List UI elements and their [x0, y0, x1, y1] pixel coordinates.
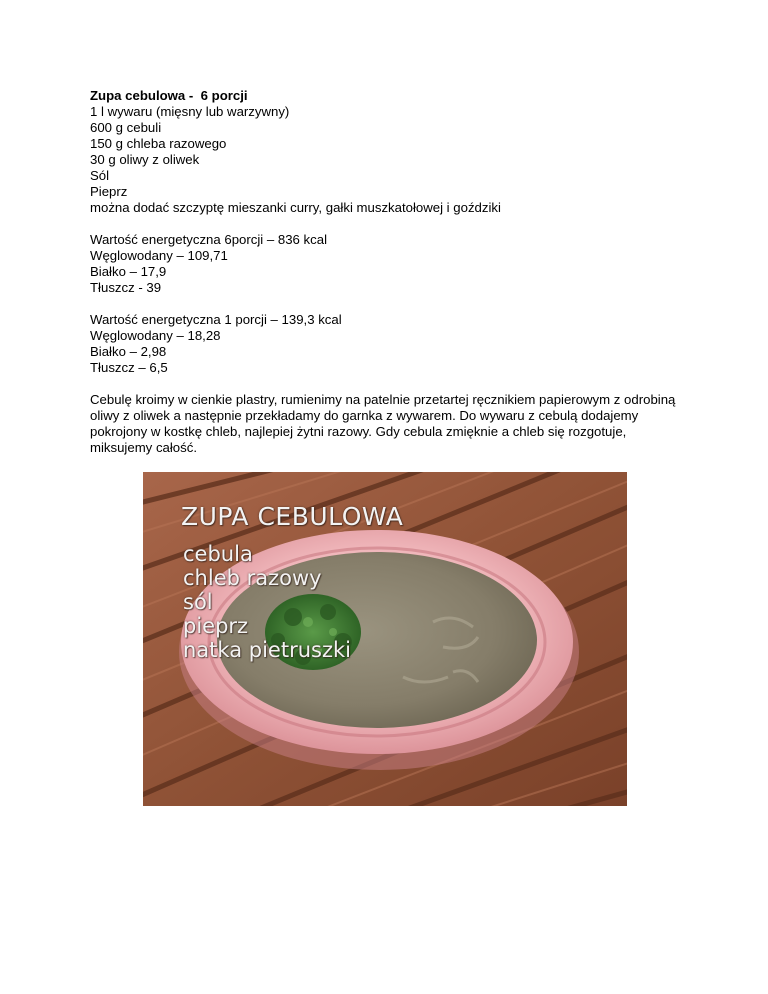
ingredients-list — [90, 104, 690, 216]
nutrition-portion — [90, 312, 690, 376]
recipe-text — [90, 88, 690, 456]
nutrition-total — [90, 232, 690, 296]
ingredient-line: 150 g chleba razowego — [90, 136, 227, 151]
recipe-title: Zupa cebulowa - 6 porcji — [90, 88, 248, 103]
instructions-paragraph: Cebulę kroimy w cienkie plastry, rumienimy na patelnie przetartej ręcznikiem papierowym z odrobiną oliwy z oliwek a następnie przekładamy do garnka z wywarem. Do wywaru z cebulą dodajemy pokrojony w kostkę chleb, najlepiej żytni razowy. Gdy cebula zmięknie a chleb się rozgotuje, miksujemy całość. — [90, 392, 676, 455]
nutrition-line: Wartość energetyczna 6porcji – 836 kcal — [90, 232, 328, 247]
caption-item: chleb razowy — [183, 566, 322, 590]
nutrition-line: Tłuszcz – 6,5 — [90, 360, 168, 375]
ingredient-line: można dodać szczyptę mieszanki curry, gałki muszkatołowej i goździki — [90, 200, 501, 215]
ingredient-line: Sól — [90, 168, 110, 183]
caption-item: cebula — [183, 542, 253, 566]
ingredient-line: Pieprz — [90, 184, 128, 199]
ingredient-line: 30 g oliwy z oliwek — [90, 152, 200, 167]
nutrition-line: Białko – 17,9 — [90, 264, 167, 279]
ingredient-line: 1 l wywaru (mięsny lub warzywny) — [90, 104, 290, 119]
nutrition-line: Białko – 2,98 — [90, 344, 167, 359]
nutrition-line: Wartość energetyczna 1 porcji – 139,3 kcal — [90, 312, 342, 327]
nutrition-line: Tłuszcz - 39 — [90, 280, 162, 295]
nutrition-line: Węglowodany – 18,28 — [90, 328, 221, 343]
caption-item: natka pietruszki — [183, 638, 351, 662]
ingredient-line: 600 g cebuli — [90, 120, 162, 135]
caption-item: pieprz — [183, 614, 249, 638]
photo-caption-ingredients — [183, 542, 351, 662]
soup-photo — [143, 472, 627, 806]
nutrition-line: Węglowodany – 109,71 — [90, 248, 228, 263]
photo-caption-title: ZUPA CEBULOWA — [181, 502, 404, 531]
caption-item: sól — [183, 590, 213, 614]
